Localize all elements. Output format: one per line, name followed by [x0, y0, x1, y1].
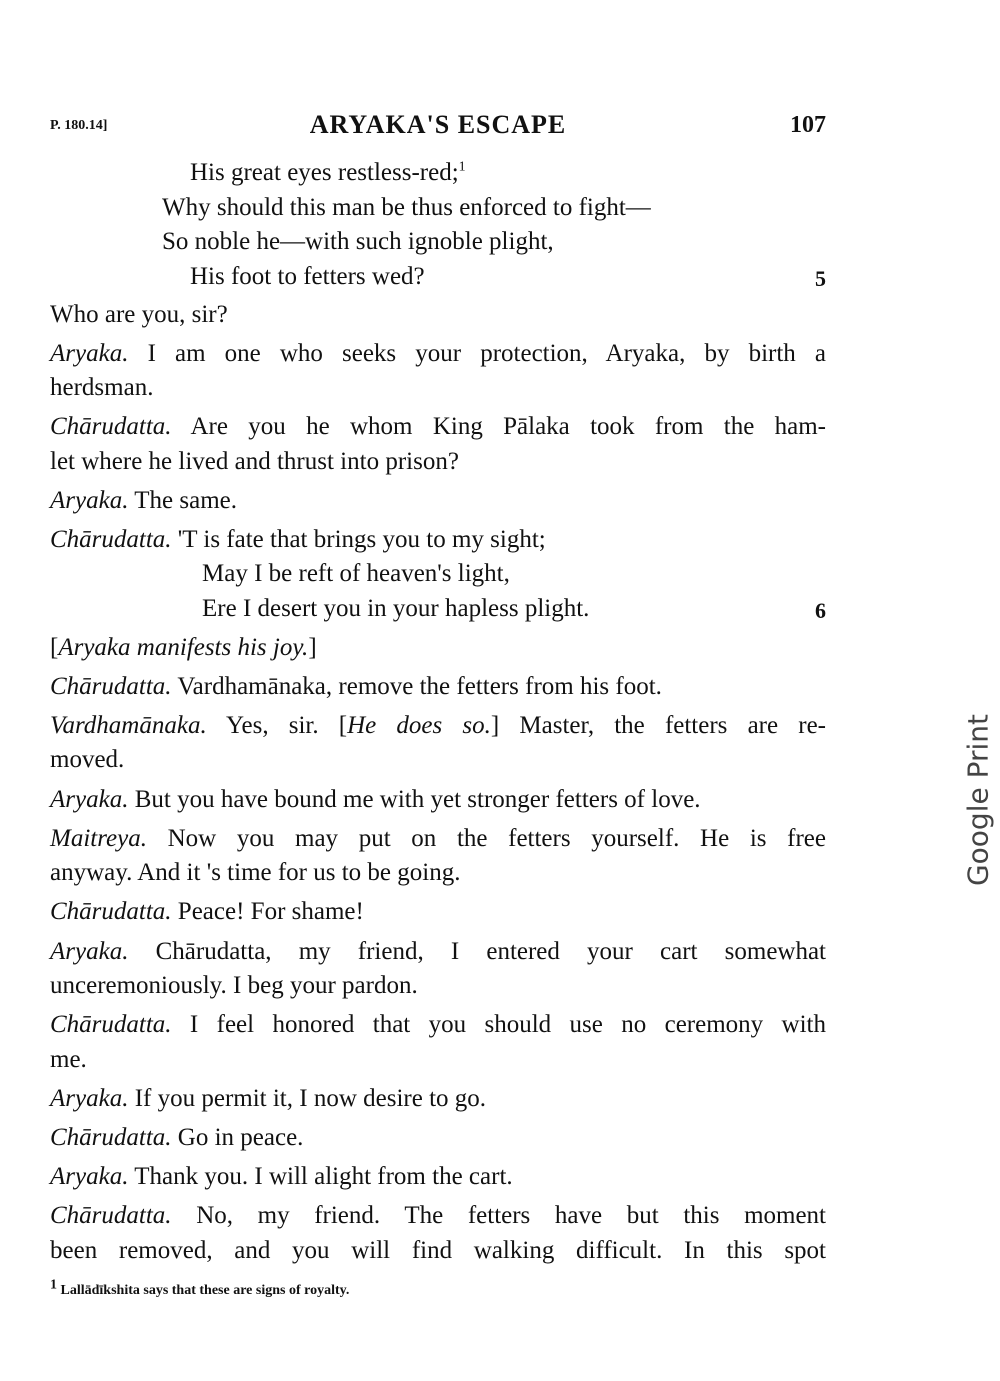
dialogue-line: let where he lived and thrust into prison? — [50, 448, 459, 475]
dialogue-line: Vardhamānaka. Yes, sir. [He does so.] Master, the fetters are re- — [50, 712, 826, 739]
dialogue-line: herdsman. — [50, 374, 154, 401]
verse-line: His foot to fetters wed? 5 — [50, 262, 826, 292]
dialogue-line: Chārudatta. Vardhamānaka, remove the fetters from his foot. — [50, 673, 662, 700]
footnote-marker: 1 — [458, 159, 466, 175]
speaker-name: Aryaka. — [50, 938, 129, 965]
speaker-name: Chārudatta. — [50, 526, 172, 553]
speaker-name: Aryaka. — [50, 1163, 129, 1190]
speaker-name: Aryaka. — [50, 1085, 129, 1112]
speaker-name: Chārudatta. — [50, 1202, 172, 1229]
verse-line: May I be reft of heaven's light, — [202, 560, 510, 587]
verse-line: Why should this man be thus enforced to fight— — [162, 194, 651, 221]
dialogue-line: Chārudatta. Go in peace. — [50, 1124, 304, 1151]
stage-direction: [Aryaka manifests his joy.] — [50, 634, 317, 661]
speaker-name: Aryaka. — [50, 340, 129, 367]
verse-number: 6 — [815, 598, 826, 623]
dialogue-line: Chārudatta. I feel honored that you should use no ceremony with — [50, 1011, 826, 1038]
dialogue-line: Aryaka. Chārudatta, my friend, I entered your cart somewhat — [50, 938, 827, 965]
page-reference: P. 180.14] — [50, 118, 108, 133]
dialogue-line: anyway. And it 's time for us to be going. — [50, 859, 461, 886]
dialogue-line: Who are you, sir? — [50, 301, 228, 328]
speaker-name: Chārudatta. — [50, 673, 172, 700]
dialogue-line: Chārudatta. No, my friend. The fetters have but this moment — [50, 1202, 827, 1229]
dialogue-line: Aryaka. I am one who seeks your protection, Aryaka, by birth a — [50, 340, 826, 367]
verse-line: Chārudatta. 'T is fate that brings you to my sight; — [50, 526, 546, 553]
speaker-name: Chārudatta. — [50, 898, 172, 925]
speaker-name: Vardhamānaka. — [50, 712, 207, 739]
dialogue-line: been removed, and you will find walking difficult. In this spot — [50, 1237, 826, 1264]
footnote: $^1$ Lallādīkshita says that these are signs of royalty. — [50, 1277, 350, 1298]
dialogue-line: Chārudatta. Are you he whom King Pālaka took from the ham- — [50, 413, 826, 440]
dialogue-line: Chārudatta. Peace! For shame! — [50, 898, 364, 925]
verse-number: 5 — [815, 266, 826, 291]
stage-direction: He does so. — [347, 712, 491, 739]
verse-line: His great eyes restless-red;$^1$ — [190, 159, 466, 186]
dialogue-line: me. — [50, 1046, 87, 1073]
speaker-name: Chārudatta. — [50, 1124, 172, 1151]
speaker-name: Chārudatta. — [50, 413, 172, 440]
dialogue-line: unceremoniously. I beg your pardon. — [50, 972, 418, 999]
dialogue-line: Maitreya. Now you may put on the fetters yourself. He is free — [50, 825, 827, 852]
dialogue-line: Aryaka. The same. — [50, 487, 237, 514]
dialogue-line: Aryaka. Thank you. I will alight from the cart. — [50, 1163, 513, 1190]
dialogue-line: Aryaka. But you have bound me with yet stronger fetters of love. — [50, 786, 701, 813]
verse-line: Ere I desert you in your hapless plight. 6 — [50, 594, 826, 624]
speaker-name: Maitreya. — [50, 825, 147, 852]
speaker-name: Aryaka. — [50, 487, 129, 514]
speaker-name: Chārudatta. — [50, 1011, 172, 1038]
dialogue-line: Aryaka. If you permit it, I now desire to go. — [50, 1085, 487, 1112]
verse-line: So noble he—with such ignoble plight, — [162, 228, 554, 255]
speaker-name: Aryaka. — [50, 786, 129, 813]
dialogue-line: moved. — [50, 746, 125, 773]
running-header — [50, 106, 826, 146]
watermark: Google Print — [961, 713, 995, 887]
running-title: ARYAKA'S ESCAPE — [309, 110, 567, 139]
page-number: 107 — [790, 112, 826, 138]
